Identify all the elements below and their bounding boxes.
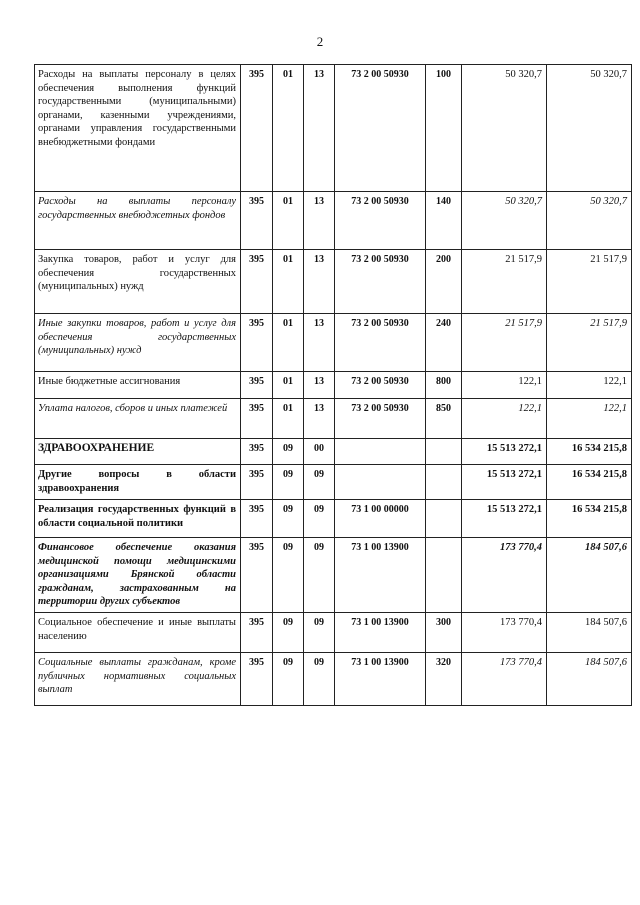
section-code-cell: 09 (273, 538, 304, 613)
ved-code-cell: 395 (241, 250, 273, 314)
target-item-code-cell: 73 2 00 50930 (335, 65, 426, 192)
ved-code-cell: 395 (241, 613, 273, 653)
ved-code-cell: 395 (241, 65, 273, 192)
expense-type-code-cell: 800 (426, 372, 462, 399)
row-name-cell: Расходы на выплаты персоналу государственных внебюджетных фондов (35, 192, 241, 250)
subsection-code-cell: 13 (304, 192, 335, 250)
ved-code-cell: 395 (241, 314, 273, 372)
section-code-cell: 01 (273, 372, 304, 399)
page-number: 2 (316, 34, 324, 49)
amount-year2-cell: 16 534 215,8 (547, 439, 632, 465)
subsection-code-cell: 09 (304, 500, 335, 538)
target-item-code-cell: 73 2 00 50930 (335, 372, 426, 399)
expense-type-code-cell (426, 439, 462, 465)
expense-type-code-cell: 240 (426, 314, 462, 372)
table-row (35, 250, 632, 314)
ved-code-cell: 395 (241, 465, 273, 500)
target-item-code-cell: 73 1 00 13900 (335, 538, 426, 613)
subsection-code-cell: 13 (304, 372, 335, 399)
budget-table (34, 64, 632, 706)
amount-year2-cell: 50 320,7 (547, 65, 632, 192)
row-name-cell: Реализация государственных функций в области социальной политики (35, 500, 241, 538)
ved-code-cell: 395 (241, 399, 273, 439)
ved-code-cell: 395 (241, 192, 273, 250)
amount-year2-cell: 184 507,6 (547, 538, 632, 613)
subsection-code-cell: 09 (304, 538, 335, 613)
amount-year2-cell: 122,1 (547, 399, 632, 439)
target-item-code-cell: 73 2 00 50930 (335, 250, 426, 314)
amount-year1-cell: 122,1 (462, 399, 547, 439)
amount-year2-cell: 122,1 (547, 372, 632, 399)
target-item-code-cell: 73 2 00 50930 (335, 399, 426, 439)
amount-year1-cell: 50 320,7 (462, 192, 547, 250)
expense-type-code-cell: 100 (426, 65, 462, 192)
expense-type-code-cell: 300 (426, 613, 462, 653)
section-code-cell: 01 (273, 314, 304, 372)
amount-year1-cell: 173 770,4 (462, 653, 547, 706)
ved-code-cell: 395 (241, 372, 273, 399)
amount-year2-cell: 16 534 215,8 (547, 500, 632, 538)
table-row (35, 192, 632, 250)
amount-year2-cell: 16 534 215,8 (547, 465, 632, 500)
expense-type-code-cell (426, 500, 462, 538)
table-row (35, 538, 632, 613)
expense-type-code-cell: 320 (426, 653, 462, 706)
section-code-cell: 09 (273, 439, 304, 465)
subsection-code-cell: 09 (304, 653, 335, 706)
table-row (35, 465, 632, 500)
expense-type-code-cell: 850 (426, 399, 462, 439)
expense-type-code-cell (426, 465, 462, 500)
ved-code-cell: 395 (241, 439, 273, 465)
row-name-cell: Уплата налогов, сборов и иных платежей (35, 399, 241, 439)
amount-year2-cell: 21 517,9 (547, 250, 632, 314)
subsection-code-cell: 13 (304, 250, 335, 314)
target-item-code-cell: 73 1 00 13900 (335, 613, 426, 653)
row-name-cell: Иные бюджетные ассигнования (35, 372, 241, 399)
section-code-cell: 09 (273, 465, 304, 500)
amount-year2-cell: 184 507,6 (547, 613, 632, 653)
section-code-cell: 01 (273, 65, 304, 192)
row-name-cell: Социальные выплаты гражданам, кроме публичных нормативных социальных выплат (35, 653, 241, 706)
amount-year1-cell: 15 513 272,1 (462, 439, 547, 465)
ved-code-cell: 395 (241, 538, 273, 613)
amount-year1-cell: 21 517,9 (462, 314, 547, 372)
subsection-code-cell: 09 (304, 613, 335, 653)
subsection-code-cell: 13 (304, 65, 335, 192)
row-name-cell: Финансовое обеспечение оказания медицинской помощи медицинскими организациями Брянской области гражданам, застрахованным на территории других субъектов (35, 538, 241, 613)
ved-code-cell: 395 (241, 500, 273, 538)
amount-year1-cell: 173 770,4 (462, 613, 547, 653)
table-row (35, 500, 632, 538)
subsection-code-cell: 09 (304, 465, 335, 500)
row-name-cell: Расходы на выплаты персоналу в целях обеспечения выполнения функций государственными (муниципальными) органами, казенными учреждениями, органами управления государственными внебюджетными фондами (35, 65, 241, 192)
amount-year1-cell: 50 320,7 (462, 65, 547, 192)
ved-code-cell: 395 (241, 653, 273, 706)
subsection-code-cell: 13 (304, 399, 335, 439)
table-row (35, 399, 632, 439)
table-row (35, 65, 632, 192)
target-item-code-cell: 73 2 00 50930 (335, 192, 426, 250)
target-item-code-cell: 73 1 00 13900 (335, 653, 426, 706)
table-row (35, 613, 632, 653)
budget-table-body (35, 65, 632, 706)
row-name-cell: ЗДРАВООХРАНЕНИЕ (35, 439, 241, 465)
section-code-cell: 01 (273, 399, 304, 439)
section-code-cell: 01 (273, 192, 304, 250)
subsection-code-cell: 13 (304, 314, 335, 372)
amount-year1-cell: 122,1 (462, 372, 547, 399)
target-item-code-cell: 73 2 00 50930 (335, 314, 426, 372)
amount-year2-cell: 50 320,7 (547, 192, 632, 250)
amount-year2-cell: 21 517,9 (547, 314, 632, 372)
target-item-code-cell (335, 439, 426, 465)
subsection-code-cell: 00 (304, 439, 335, 465)
section-code-cell: 09 (273, 613, 304, 653)
section-code-cell: 01 (273, 250, 304, 314)
amount-year2-cell: 184 507,6 (547, 653, 632, 706)
amount-year1-cell: 15 513 272,1 (462, 500, 547, 538)
table-row (35, 372, 632, 399)
table-row (35, 653, 632, 706)
amount-year1-cell: 21 517,9 (462, 250, 547, 314)
target-item-code-cell: 73 1 00 00000 (335, 500, 426, 538)
amount-year1-cell: 173 770,4 (462, 538, 547, 613)
expense-type-code-cell: 200 (426, 250, 462, 314)
row-name-cell: Иные закупки товаров, работ и услуг для обеспечения государственных (муниципальных) нужд (35, 314, 241, 372)
amount-year1-cell: 15 513 272,1 (462, 465, 547, 500)
section-code-cell: 09 (273, 500, 304, 538)
row-name-cell: Социальное обеспечение и иные выплаты населению (35, 613, 241, 653)
row-name-cell: Закупка товаров, работ и услуг для обеспечения государственных (муниципальных) нужд (35, 250, 241, 314)
row-name-cell: Другие вопросы в области здравоохранения (35, 465, 241, 500)
table-row (35, 314, 632, 372)
table-row (35, 439, 632, 465)
target-item-code-cell (335, 465, 426, 500)
section-code-cell: 09 (273, 653, 304, 706)
expense-type-code-cell (426, 538, 462, 613)
expense-type-code-cell: 140 (426, 192, 462, 250)
